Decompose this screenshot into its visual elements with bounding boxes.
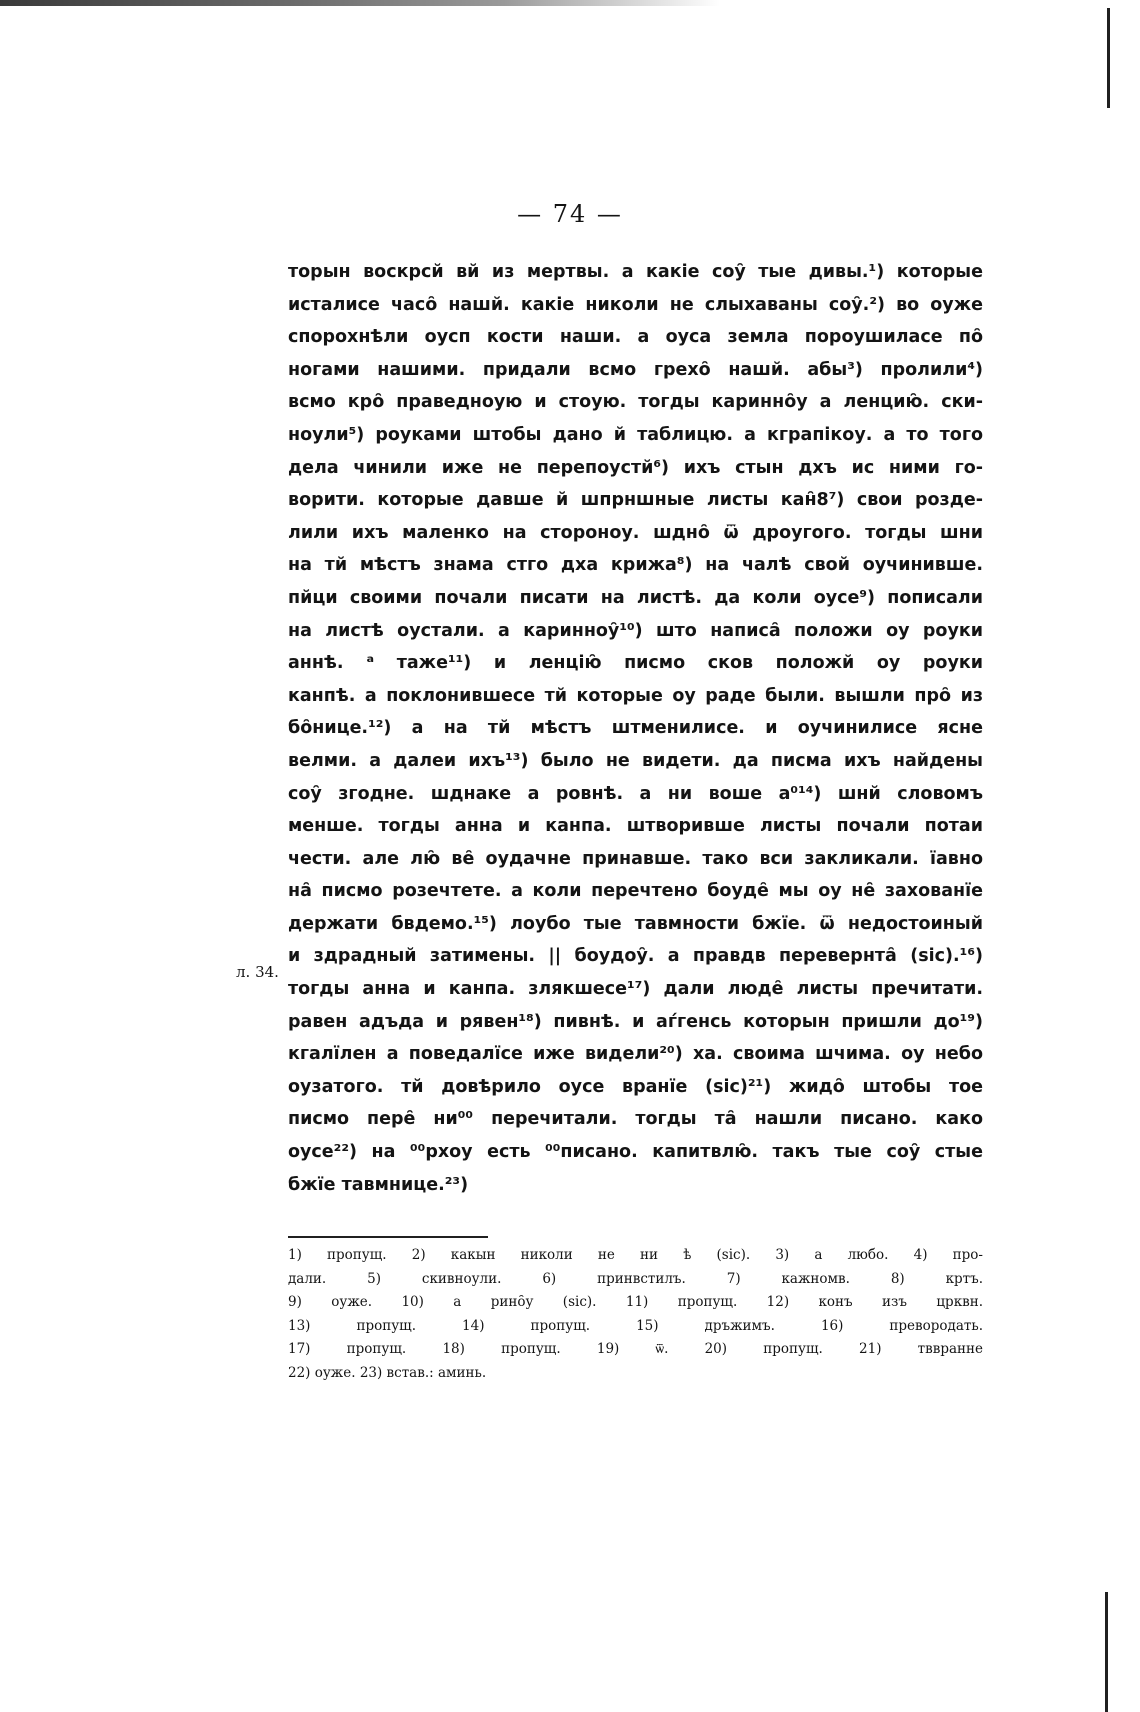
scan-top-edge bbox=[0, 0, 720, 6]
main-text-block bbox=[288, 256, 983, 1201]
text-line: чести. але лю̑ ве̑ оудачне принавше. тако вси закликали. їавно bbox=[288, 848, 983, 869]
footnote-item: 15) дръжимъ. bbox=[636, 1317, 775, 1334]
footnote-item: 23) встав.: аминь. bbox=[359, 1364, 487, 1381]
footnote-item: 14) пропущ. bbox=[462, 1317, 591, 1334]
text-line: исталисе часо̑ нашй. какіе николи не слыхаваны соу̑.²) во оуже bbox=[288, 294, 983, 315]
text-line: кгалїлен а поведалїсе иже видели²⁰) ха. своима шчима. оу небо bbox=[288, 1044, 983, 1065]
footnote-item: 17) пропущ. bbox=[288, 1341, 407, 1357]
text-line: на̑ писмо розечтете. а коли перечтено боуде̑ мы оу не̑ захованїе bbox=[288, 881, 983, 902]
footnote-item: дали. bbox=[288, 1270, 327, 1287]
footnote-item: 19) ѿ. bbox=[596, 1341, 669, 1357]
footnote-separator bbox=[288, 1236, 488, 1238]
text-line: ворити. которые давше й шпрншные листы кан̑8⁷) свои розде- bbox=[288, 490, 983, 511]
text-line: пйци своими почали писати на листѣ. да коли оусе⁹) пописали bbox=[288, 587, 983, 608]
footnote-item: 8) кртъ. bbox=[890, 1270, 983, 1287]
footnote-item: 13) пропущ. bbox=[288, 1317, 417, 1334]
text-line: бо̑нице.¹²) а на тй мѣстъ штменилисе. и оучинилисе ясне bbox=[288, 718, 983, 739]
text-line: писмо пере̑ ни⁰⁰ перечитали. тогды та̑ нашли писано. како bbox=[288, 1109, 983, 1130]
text-line: лили ихъ маленко на стороноу. шдно̑ ѿ дроугого. тогды шни bbox=[288, 522, 983, 543]
text-line: тогды анна и канпа. злякшесе¹⁷) дали люде̑ листы пречитати. bbox=[288, 979, 983, 1000]
margin-folio-note: л. 34. bbox=[236, 963, 279, 981]
footnote-item: 6) принвстилъ. bbox=[542, 1270, 686, 1287]
text-line: оузатого. тй довѣрило оусе вранїе (sic)²¹) жидо̑ штобы тое bbox=[288, 1076, 983, 1097]
footnote-item: 12) конъ изъ црквн. bbox=[766, 1294, 983, 1310]
footnote-item: 2) какын николи не ни ѣ (sic). bbox=[411, 1247, 751, 1263]
text-line: равен адъда и рявен¹⁸) пивнѣ. и аѓгенсь которын пришли до¹⁹) bbox=[288, 1011, 983, 1032]
text-line: держати бвдемо.¹⁵) лоубо тые тавмности бжїе. ѿ недостоиный bbox=[288, 913, 983, 934]
scan-right-edge bbox=[1107, 8, 1110, 108]
footnote-line bbox=[288, 1362, 983, 1386]
text-line: велми. а далеи ихъ¹³) было не видети. да писма ихъ найдены bbox=[288, 750, 983, 771]
footnote-line bbox=[288, 1315, 983, 1339]
footnote-item: 1) пропущ. bbox=[288, 1247, 387, 1263]
footnote-item: 22) оуже. bbox=[288, 1364, 356, 1381]
footnote-item: 5) скивноули. bbox=[367, 1270, 502, 1287]
text-line: соу̑ згодне. шднаке а ровнѣ. а ни воше а⁰¹⁴) шнй словомъ bbox=[288, 783, 983, 804]
text-line: всмо кро̑ праведноую и стоую. тогды каринно̑у а ленцию̑. ски- bbox=[288, 392, 983, 413]
text-line: на тй мѣстъ знама стго дха крижа⁸) на чалѣ свой оучинивше. bbox=[288, 555, 983, 576]
page-number: — 74 — bbox=[517, 200, 623, 228]
footnote-item: 20) пропущ. bbox=[704, 1341, 823, 1357]
text-line: спорохнѣли оусп кости наши. а оуса земла пороушиласе по̑ bbox=[288, 327, 983, 348]
footnote-line bbox=[288, 1291, 983, 1315]
text-line: оусе²²) на ⁰⁰рхоу есть ⁰⁰писано. капитвлю̑. такъ тые соу̑ стые bbox=[288, 1142, 983, 1163]
scan-right-edge-bottom bbox=[1105, 1592, 1108, 1712]
text-line: ногами нашими. придали всмо грехо̑ нашй. абы³) пролили⁴) bbox=[288, 359, 983, 380]
text-line: и здрадный затимены. || боудоу̑. а правдв перевернта̑ (sic).¹⁶) bbox=[288, 946, 983, 967]
text-line: канпѣ. а поклонившесе тй которые оу раде были. вышли про̑ из bbox=[288, 685, 983, 706]
footnote-line bbox=[288, 1268, 983, 1292]
footnote-item: 4) про- bbox=[913, 1247, 983, 1263]
text-line: менше. тогды анна и канпа. штворивше листы почали потаи bbox=[288, 816, 983, 837]
text-line: на листѣ оустали. а каринноу̑¹⁰) што написа̑ положи оу роуки bbox=[288, 620, 983, 641]
text-line: дела чинили иже не перепоустй⁶) ихъ стын дхъ ис ними го- bbox=[288, 457, 983, 478]
footnote-item: 11) пропущ. bbox=[625, 1294, 738, 1310]
footnote-item: 9) оуже. bbox=[288, 1294, 373, 1310]
text-line: торын воскрсй вй из мертвы. а какіе соу̑ тые дивы.¹) которые bbox=[288, 262, 983, 282]
text-line: бжїе тавмнице.²³) bbox=[288, 1174, 469, 1195]
footnote-line bbox=[288, 1338, 983, 1362]
footnote-line bbox=[288, 1244, 983, 1268]
footnote-item: 18) пропущ. bbox=[442, 1341, 561, 1357]
text-line: ноули⁵) роуками штобы дано й таблицю. а кграпікоу. а то того bbox=[288, 424, 983, 445]
footnote-item: 16) превородать. bbox=[820, 1317, 983, 1334]
footnote-item: 10) а рино̑у (sic). bbox=[401, 1294, 597, 1310]
footnote-item: 21) тввранне bbox=[859, 1341, 983, 1357]
footnote-item: 3) а любо. bbox=[775, 1247, 889, 1263]
text-line: аннѣ. ᵃ таже¹¹) и ленцію̑ писмо сков положй оу роуки bbox=[288, 653, 983, 674]
footnote-item: 7) кажномв. bbox=[726, 1270, 850, 1287]
footnotes-block bbox=[288, 1244, 983, 1385]
